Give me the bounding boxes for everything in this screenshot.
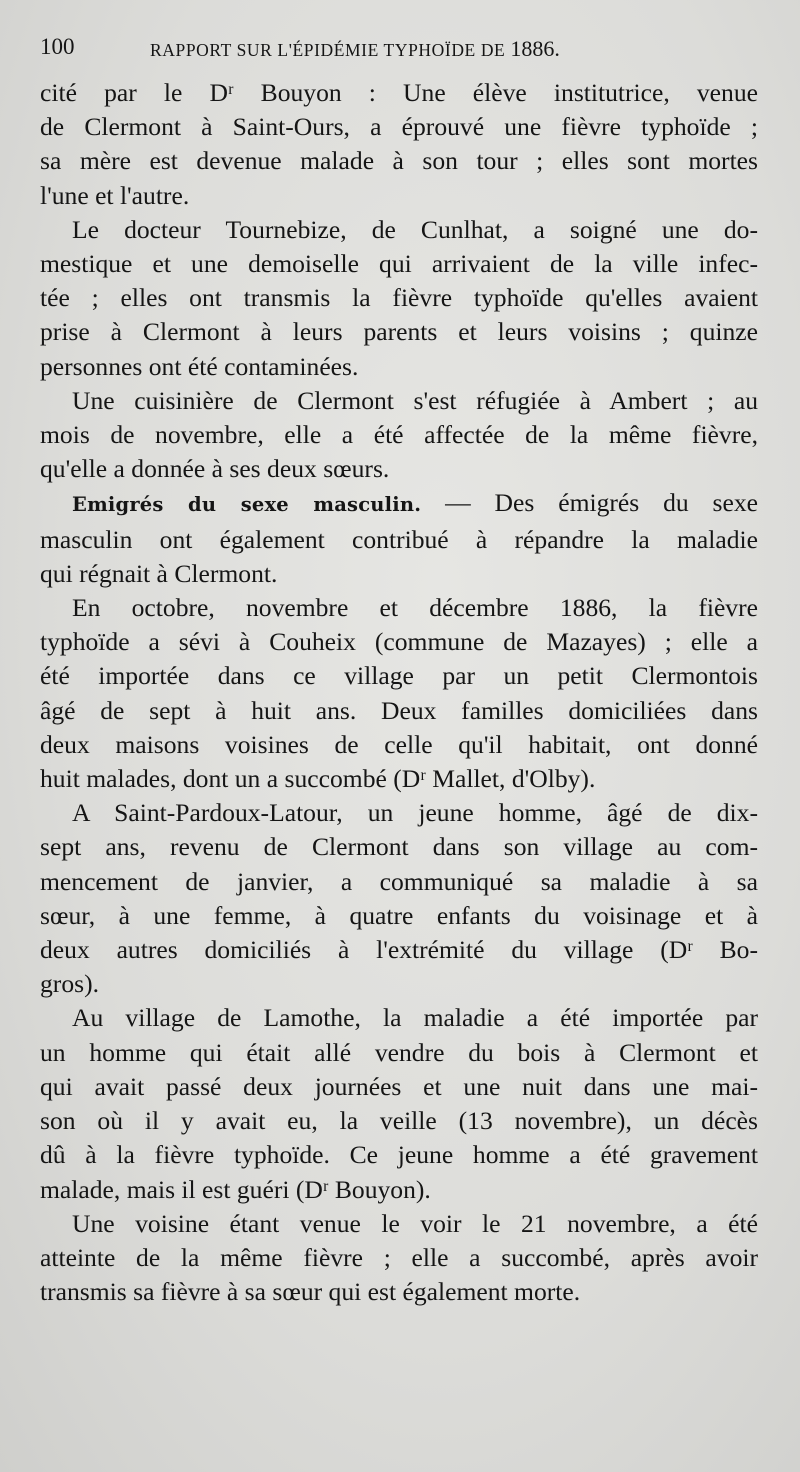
line-text: Au village de Lamothe, la maladie a été importée par [72,1003,758,1033]
line-text: deux autres domiciliés à l'extrémité du village (Dʳ Bo- [40,935,758,965]
line-text: A Saint-Pardoux-Latour, un jeune homme, âgé de dix- [72,798,758,828]
line-text: Une cuisinière de Clermont s'est réfugiée à Ambert ; au [72,385,758,415]
text-line [40,523,758,557]
page-header [40,34,760,74]
text-line [40,1275,758,1309]
line-text: mestique et une demoiselle qui arrivaient de la ville infec- [40,249,758,279]
line-text: qu'elle a donnée à ses deux sœurs. [40,454,390,484]
line-text: sa mère est devenue malade à son tour ; elles sont mortes [40,146,758,176]
text-line [40,796,758,830]
text-line [40,384,758,418]
line-text: Une voisine étant venue le voir le 21 novembre, a été [72,1208,758,1238]
line-text: malade, mais il est guéri (Dʳ Bouyon). [40,1174,431,1204]
paragraph [40,1207,758,1310]
line-text: cité par le Dʳ Bouyon : Une élève institutrice, venue [40,78,758,107]
paragraph [40,796,758,1001]
paragraph [40,384,758,487]
text-line [40,1241,758,1275]
line-text: prise à Clermont à leurs parents et leurs voisins ; quinze [40,317,758,347]
paragraph [40,213,758,384]
line-text: — Des émigrés du sexe [421,488,758,518]
text-line [40,591,758,625]
text-line [40,281,758,315]
text-line [40,315,758,349]
body-text [40,76,758,1309]
text-line [40,899,758,933]
line-text: un homme qui était allé vendre du bois à Clermont et [40,1037,758,1067]
line-text: typhoïde a sévi à Couheix (commune de Mazayes) ; elle a [40,627,758,657]
page-number: 100 [40,34,75,59]
running-head [150,36,560,62]
line-text: l'une et l'autre. [40,180,190,210]
text-line [40,486,758,522]
text-line [40,728,758,762]
line-text: mencement de janvier, a communiqué sa maladie à sa [40,866,758,896]
text-line [40,1001,758,1035]
text-line [40,967,758,1001]
line-text: son où il y avait eu, la veille (13 novembre), un décès [40,1106,758,1136]
line-text: sept ans, revenu de Clermont dans son village au com- [40,832,758,862]
text-line [40,557,758,591]
line-text: gros). [40,969,99,999]
text-line [40,144,758,178]
text-line [40,830,758,864]
text-line [40,213,758,247]
paragraph [40,76,758,213]
text-line [40,659,758,693]
text-line [40,1207,758,1241]
line-text: personnes ont été contaminées. [40,351,359,381]
text-line [40,762,758,796]
line-text: qui régnait à Clermont. [40,558,278,588]
text-line [40,933,758,967]
text-line [40,1070,758,1104]
line-text: de Clermont à Saint-Ours, a éprouvé une fièvre typhoïde ; [40,112,758,142]
line-text: mois de novembre, elle a été affectée de la même fièvre, [40,420,758,450]
line-text: deux maisons voisines de celle qu'il habitait, ont donné [40,729,758,759]
text-line [40,110,758,144]
running-head-year: 1886. [510,36,560,61]
text-line [40,76,758,110]
line-text: dû à la fièvre typhoïde. Ce jeune homme a été gravement [40,1140,758,1170]
line-text: transmis sa fièvre à sa sœur qui est également morte. [40,1277,581,1307]
text-line [40,350,758,384]
section-lead: Emigrés du sexe masculin. [72,493,422,517]
line-text: masculin ont également contribué à répandre la maladie [40,524,758,554]
text-line [40,1173,758,1207]
line-text: Le docteur Tournebize, de Cunlhat, a soigné une do- [72,214,758,244]
line-text: tée ; elles ont transmis la fièvre typhoïde qu'elles avaient [40,283,758,313]
running-head-title: RAPPORT SUR L'ÉPIDÉMIE TYPHOÏDE DE [150,40,506,60]
line-text: atteinte de la même fièvre ; elle a succombé, après avoir [40,1242,758,1272]
text-line [40,418,758,452]
line-text: sœur, à une femme, à quatre enfants du voisinage et à [40,900,758,930]
line-text: huit malades, dont un a succombé (Dʳ Mallet, d'Olby). [40,764,596,794]
line-text: qui avait passé deux journées et une nuit dans une mai- [40,1071,758,1101]
text-line [40,865,758,899]
line-text: âgé de sept à huit ans. Deux familles domiciliées dans [40,695,758,725]
text-line [40,247,758,281]
text-line [40,1036,758,1070]
line-text: été importée dans ce village par un petit Clermontois [40,661,758,691]
text-line [40,694,758,728]
paragraph [40,486,758,591]
paragraph [40,1001,758,1206]
text-line [40,1138,758,1172]
line-text: En octobre, novembre et décembre 1886, la fièvre [72,593,758,623]
text-line [40,1104,758,1138]
paragraph [40,591,758,796]
text-line [40,625,758,659]
text-line [40,179,758,213]
text-line [40,452,758,486]
